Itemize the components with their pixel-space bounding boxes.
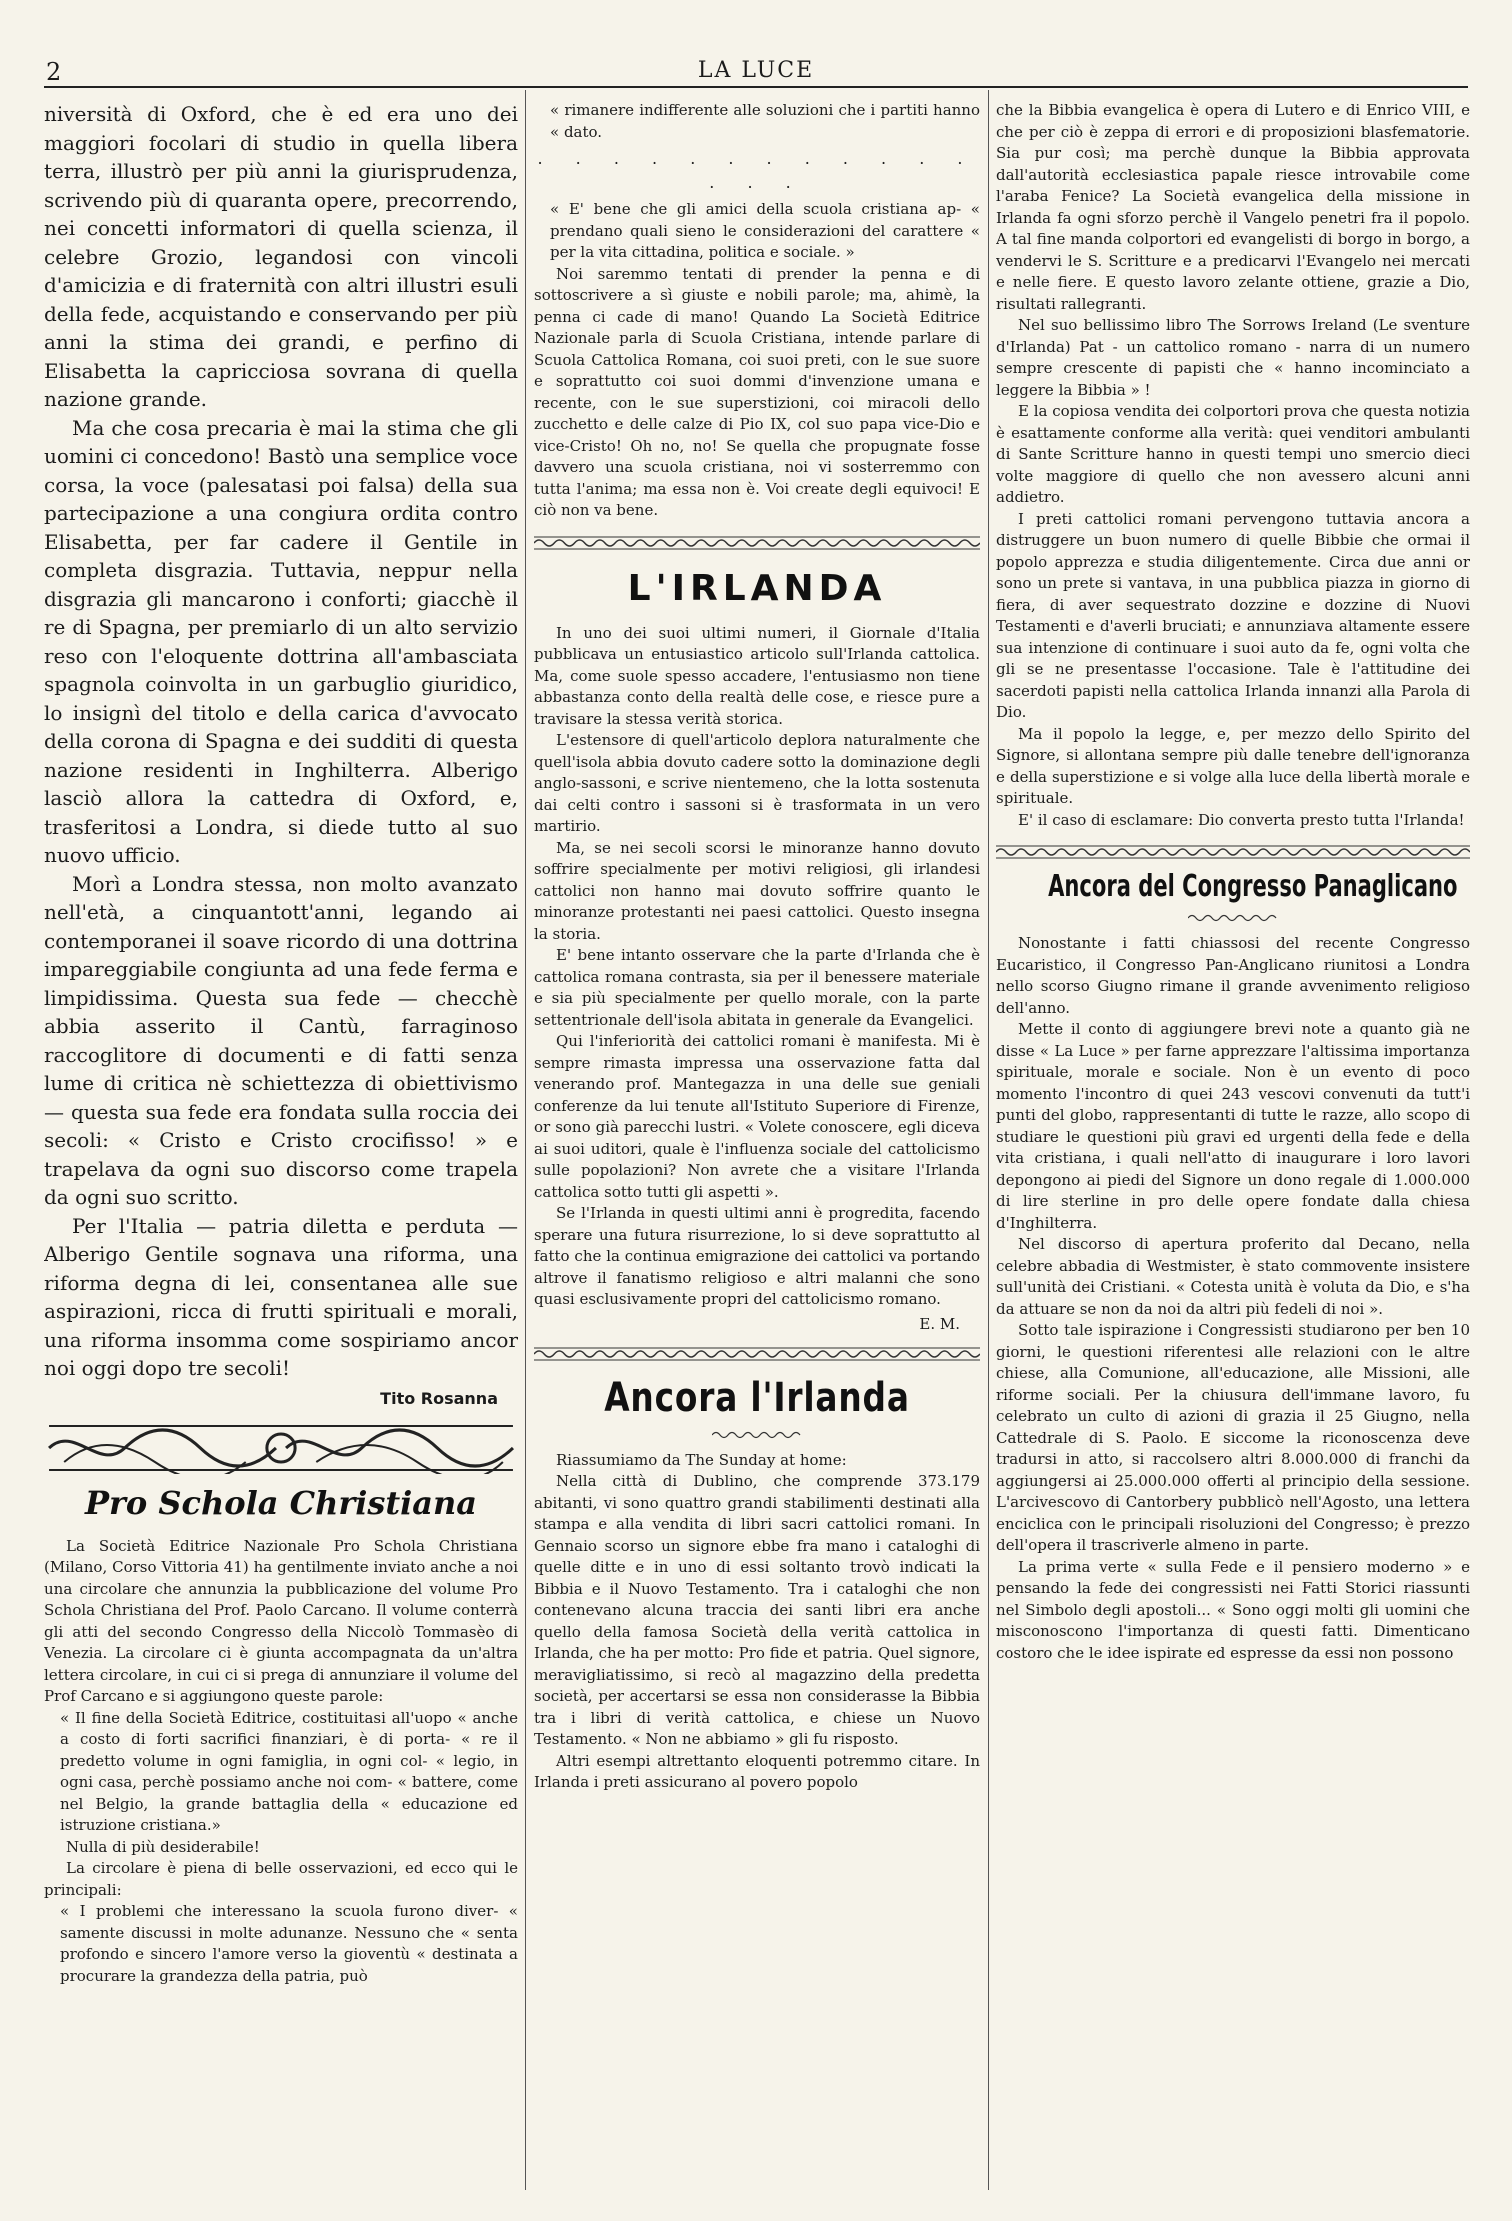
quoted-text: « I problemi che interessano la scuola furono diver- « samente discussi in molte adunanze. Nessuno che « senta profondo e sincero l'amore verso la gioventù « destinata a procurare la grandezza della patria, può (60, 1902, 518, 1985)
article-paragraph: Nel suo bellissimo libro The Sorrows Ireland (Le sventure d'Irlanda) Pat - un cattolico romano - narra di un numero sempre crescente di papisti che « hanno incominciato a leggere la Bibbia » ! (996, 316, 1470, 399)
article-paragraph: Nella città di Dublino, che comprende 373.179 abitanti, vi sono quattro grandi stabilimenti destinati alla stampa e alla vendita di libri sacri cattolici romani. In Gennaio scorso un signore ebbe fra mano i cataloghi di quelle ditte e in uno di essi soltanto trovò indicati la Bibbia e il Nuovo Testamento. Tra i cataloghi che non contenevano alcuna traccia dei santi libri era anche quello della famosa Società della verità cattolica in Irlanda, che ha per motto: Pro fide et patria. Quel signore, meravigliatissimo, si recò al magazzino della predetta società, per accertarsi se essa non considerasse la Bibbia tra i libri di verità cattolica, e chiese un Nuovo Testamento. « Non ne abbiamo » gli fu risposto. (534, 1472, 980, 1748)
article-paragraph: Altri esempi altrettanto eloquenti potremmo citare. In Irlanda i preti assicurano al povero popolo (534, 1751, 980, 1791)
article-paragraph: niversità di Oxford, che è ed era uno dei maggiori focolari di studio in quella libera terra, illustrò per più anni la giurisprudenza, scrivendo più di quaranta opere, precorrendo, nei concetti informatori di quella scienza, il celebre Grozio, legandosi con vincoli d'amicizia e di fraternità con altri illustri esuli della fede, acquistando e conservando per più anni la stima dei grandi, e perfino di Elisabetta la capricciosa sovrana di quella nazione grande. (44, 102, 518, 411)
author-initials: E. M. (919, 1314, 960, 1333)
article-paragraph: Nonostante i fatti chiassosi del recente Congresso Eucaristico, il Congresso Pan-Anglicano riunitosi a Londra nello scorso Giugno rimane il grande avvenimento religioso dell'anno. (996, 934, 1470, 1017)
article-paragraph: La Società Editrice Nazionale Pro Schola Christiana (Milano, Corso Vittoria 41) ha gentilmente inviato anche a noi una circolare che annunzia la pubblicazione del volume Pro Schola Christiana del Prof. Paolo Carcano. Il volume conterrà gli atti del secondo Congresso della Niccolò Tommasèo di Venezia. La circolare ci è giunta accompagnata da un'altra lettera circolare, in cui ci si prega di annunziare il volume del Prof Carcano e si aggiungono queste parole: (44, 1536, 518, 1705)
quoted-text: « Il fine della Società Editrice, costituitasi all'uopo « anche a costo di forti sacrifici finanziari, è di porta- « re il predetto volume in ogni famiglia, in ogni col- « legio, in ogni casa, perchè possiamo anche noi com- « battere, come nel Belgio, la grande battaglia della « educazione ed istruzione cristiana.» (60, 1708, 518, 1834)
quoted-text: « E' bene che gli amici della scuola cristiana ap- « prendano quali sieno le considerazioni del carattere « per la vita cittadina, politica e sociale. » (550, 200, 980, 261)
article-paragraph: Noi saremmo tentati di prender la penna e di sottoscrivere a sì giuste e nobili parole; ma, ahimè, la penna ci cade di mano! Quando La Società Editrice Nazionale parla di Scuola Cristiana, intende parlare di Scuola Cattolica Romana, coi suoi preti, con le sue suore e soprattutto coi suoi dommi d'invenzione umana e recente, con le sue superstizioni, coi miracoli dello zucchetto e delle calze di Pio IX, col suo papa vice-Dio e vice-Cristo! Oh no, no! Se quella che propugnate fosse davvero una scuola cristiana, noi vi sosterremmo con tutta l'anima; ma essa non è. Voi create degli equivoci! E ciò non va bene. (534, 264, 980, 519)
wavy-divider (534, 536, 980, 550)
ellipsis-row: . . . . . . . . . . . . . . . (537, 149, 977, 192)
author-signature: Tito Rosanna (380, 1388, 498, 1408)
section-title-congresso: Ancora del Congresso Panaglicano (1048, 869, 1458, 904)
column-3 (996, 100, 1470, 1664)
article-paragraph: Ma che cosa precaria è mai la stima che gli uomini ci concedono! Bastò una semplice voce corsa, la voce (palesatasi poi falsa) della sua partecipazione a una congiura ordita contro Elisabetta, per far cadere il Gentile in completa disgrazia. Tuttavia, neppur nella disgrazia gli mancarono i conforti; giacchè il re di Spagna, per premiarlo di un alto servizio reso con l'eloquente dottrina all'ambasciata spagnola coinvolta in un garbuglio giuridico, lo insignì del titolo e della carica d'avvocato della corona di Spagna e dei sudditi di questa nazione residenti in Inghilterra. Alberigo lasciò allora la cattedra di Oxford, e, trasferitosi a Londra, si diede tutto al suo nuovo ufficio. (44, 415, 518, 867)
article-paragraph: Morì a Londra stessa, non molto avanzato nell'età, a cinquantott'anni, legando ai contemporanei il soave ricordo di una dottrina impareggiabile congiunta ad una fede ferma e limpidissima. Questa sua fede — checchè abbia asserito il Cantù, farraginoso raccoglitore di documenti e di fatti senza lume di critica nè schiettezza di obiettivismo — questa sua fede era fondata sulla roccia dei secoli: « Cristo e Cristo crocifisso! » e trapelava da ogni suo discorso come trapela da ogni suo scritto. (44, 871, 518, 1209)
page-number: 2 (46, 58, 62, 86)
article-paragraph: In uno dei suoi ultimi numeri, il Giornale d'Italia pubblicava un entusiastico articolo sull'Irlanda cattolica. Ma, come suole spesso accadere, l'entusiasmo non tiene abbastanza conto della realtà delle cose, e riesce pure a travisare la stessa verità storica. (534, 623, 980, 728)
article-paragraph: Ma, se nei secoli scorsi le minoranze hanno dovuto soffrire specialmente per motivi religiosi, gli irlandesi cattolici non hanno mai dovuto soffrire quanto le minoranze protestanti nei paesi cattolici. Questo insegna la storia. (534, 838, 980, 943)
page-header (44, 52, 1468, 88)
article-paragraph: che la Bibbia evangelica è opera di Lutero e di Enrico VIII, e che per ciò è zeppa di errori e di proposizioni blasfematorie. Sia pur così; ma perchè dunque la Bibbia approvata dall'autorità ecclesiastica papale riesce introvabile come l'araba Fenice? La Società evangelica della missione in Irlanda fa ogni sforzo perchè il Vangelo penetri fra il popolo. A tal fine manda colportori ed evangelisti di borgo in borgo, a vendervi le S. Scritture e a predicarvi l'Evangelo nei mercati e nelle fiere. E questo lavoro zelante ottiene, grazie a Dio, risultati rallegranti. (996, 101, 1470, 313)
section-title-pro-schola: Pro Schola Christiana (84, 1483, 478, 1522)
column-divider (988, 90, 989, 2190)
article-paragraph: Per l'Italia — patria diletta e perduta — Alberigo Gentile sognava una riforma, una riforma degna di lei, consentanea alle sue aspirazioni, ricca di frutti spirituali e morali, una riforma insomma come sospiriamo ancor noi oggi dopo tre secoli! (44, 1213, 518, 1380)
wavy-divider (996, 845, 1470, 859)
article-paragraph: Se l'Irlanda in questi ultimi anni è progredita, facendo sperare una futura risurrezione, lo si deve soprattutto al fatto che la continua emigrazione dei cattolici va portando altrove il fanatismo religioso e altri malanni che sono quasi esclusivamente propri del cattolicismo romano. (534, 1204, 980, 1308)
article-paragraph: Ma il popolo la legge, e, per mezzo dello Spirito del Signore, si allontana sempre più dalle tenebre dell'ignoranza e della superstizione e si volge alla luce della libertà morale e spirituale. (996, 724, 1470, 807)
article-paragraph: Nulla di più desiderabile! (66, 1837, 260, 1856)
article-paragraph: E la copiosa vendita dei colportori prova che questa notizia è esattamente conforme alla verità: quei venditori ambulanti di Sante Scritture hanno in questi tempi uno smercio dieci volte maggiore di quello che non avessero alcuni anni addietro. (996, 402, 1470, 506)
quoted-text: « rimanere indifferente alle soluzioni che i partiti hanno « dato. (550, 101, 980, 141)
article-paragraph: Riassumiamo da The Sunday at home: (556, 1450, 847, 1469)
article-paragraph: La circolare è piena di belle osservazioni, ed ecco qui le principali: (44, 1859, 518, 1899)
wavy-divider (534, 1347, 980, 1361)
article-paragraph: L'estensore di quell'articolo deplora naturalmente che quell'isola abbia dovuto cadere sotto la dominazione degli anglo-sassoni, e scrive nientemeno, che la lotta sostenuta dai celti contro i sassoni si è trasformata in un vero martirio. (534, 731, 980, 835)
title-flourish (996, 908, 1470, 927)
section-title-irlanda: L'IRLANDA (627, 567, 887, 609)
decorative-ornament (44, 1422, 518, 1474)
column-1 (44, 100, 518, 1987)
article-paragraph: Mette il conto di aggiungere brevi note a quanto già ne disse « La Luce » per farne apprezzare l'altissima importanza spirituale, morale e sociale. Non è un evento di poco momento l'incontro di quei 243 vescovi convenuti da tutt'i punti del globo, rappresentanti di tutte le razze, allo scopo di studiare le questioni più gravi ed urgenti della fede e della vita cristiana, i quali nell'atto di inaugurare i loro lavori depongono ai piedi del Signore un dono regale di 1.000.000 di lire sterline in pro delle opere fondate dalla chiesa d'Inghilterra. (996, 1020, 1470, 1232)
article-paragraph: Qui l'inferiorità dei cattolici romani è manifesta. Mi è sempre rimasta impressa una osservazione fatta dal venerando prof. Mantegazza in una delle sue geniali conferenze da lui tenute all'Istituto Superiore di Firenze, or sono già parecchi lustri. « Volete conoscere, egli diceva ai suoi uditori, quale è l'influenza sociale del cattolicismo sulle popolazioni? Non avrete che a visitare l'Irlanda cattolica sotto tutti gli aspetti ». (534, 1032, 980, 1201)
section-title-ancora-irlanda: Ancora l'Irlanda (604, 1374, 910, 1421)
column-2 (534, 100, 980, 1794)
article-paragraph: E' il caso di esclamare: Dio converta presto tutta l'Irlanda! (1018, 810, 1465, 829)
article-paragraph: La prima verte « sulla Fede e il pensiero moderno » e pensando la fede dei congressisti nei Fatti Storici riassunti nel Simbolo degli apostoli... « Sono oggi molti gli uomini che misconoscono l'importanza di questi fatti. Dimenticano costoro che le idee ispirate ed espresse da essi non possono (996, 1557, 1470, 1662)
article-paragraph: E' bene intanto osservare che la parte d'Irlanda che è cattolica romana contrasta, sia per il benessere materiale e sia più specialmente per quello morale, con la parte settentrionale dell'isola abitata in generale da Evangelici. (534, 946, 980, 1029)
newspaper-title: LA LUCE (697, 58, 815, 83)
article-paragraph: Nel discorso di apertura proferito dal Decano, nella celebre abbadia di Westmister, è stato commovente insistere sull'unità dei Cristiani. « Cotesta unità è voluta da Dio, e s'ha da attuare se non da noi da altri più fedeli di noi ». (996, 1235, 1470, 1318)
title-flourish (534, 1425, 980, 1444)
article-paragraph: Sotto tale ispirazione i Congressisti studiarono per ben 10 giorni, le questioni riferentesi alle relazioni con le altre chiese, alla Comunione, all'educazione, alle Missioni, alle riforme sociali. Per la chiusura dell'immane lavoro, fu celebrato un culto di azioni di grazia il 25 Giugno, nella Cattedrale di S. Paolo. E siccome la riconoscenza deve tradursi in atto, si raccolsero altri 8.000.000 di franchi da aggiungersi ai 25.000.000 offerti al principio della sessione. L'arcivescovo di Cantorbery pubblicò nell'Agosto, una lettera enciclica con le principali risoluzioni del Congresso; è prezzo dell'opera il trascriverle almeno in parte. (996, 1321, 1470, 1554)
article-paragraph: I preti cattolici romani pervengono tuttavia ancora a distruggere un buon numero di quelle Bibbie che ormai il popolo apprezza e studia diligentemente. Circa due anni or sono un prete si vantava, in una pubblica piazza in giorno di fiera, di aver sequestrato dozzine e dozzine di Nuovi Testamenti e d'averli bruciati; e annunziava altamente essere sua intenzione di continuare i suoi auto da fe, ogni volta che gli se ne presentasse l'occasione. Tale è l'attitudine dei sacerdoti papisti nella cattolica Irlanda innanzi alla Parola di Dio. (996, 509, 1470, 721)
column-divider (525, 90, 526, 2190)
